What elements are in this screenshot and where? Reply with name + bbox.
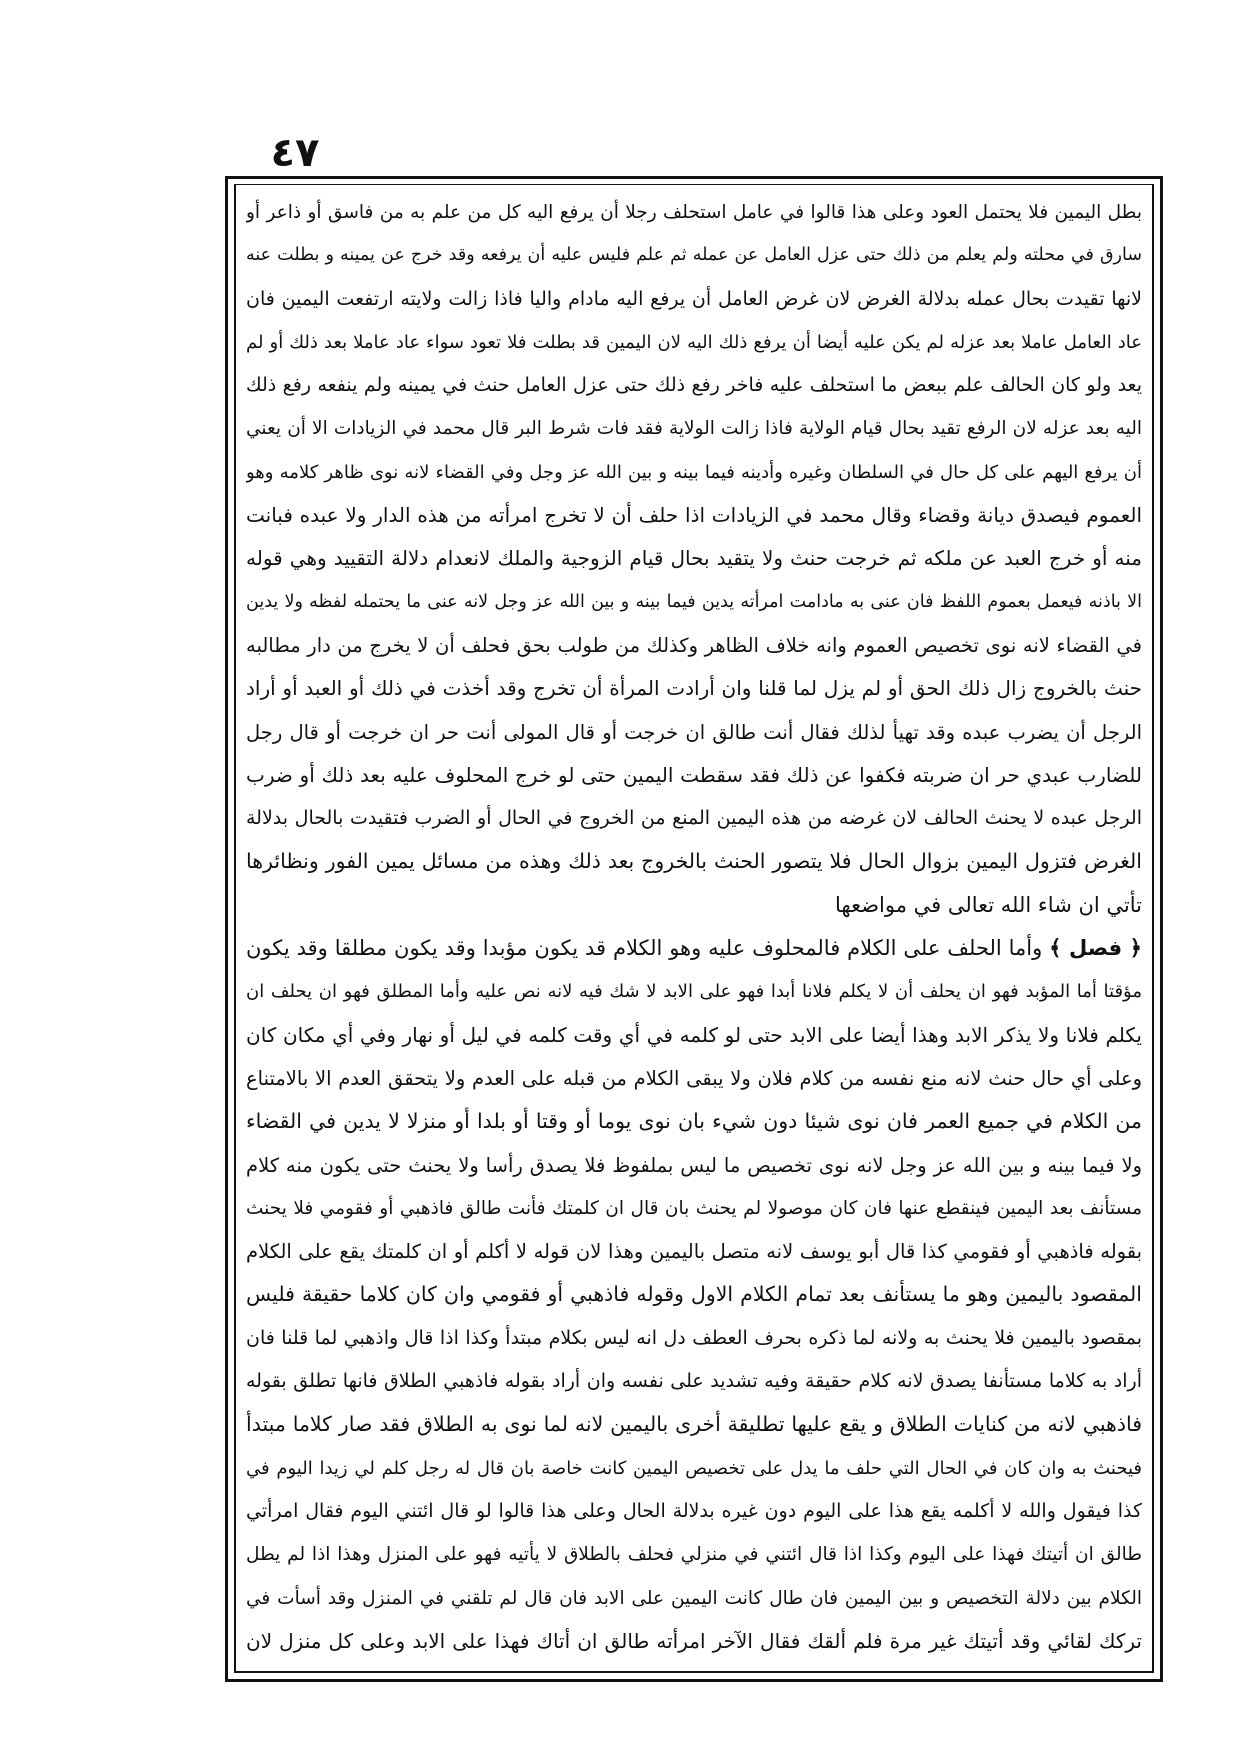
text-line: فيحنث به وان كان في الحال التي حلف ما يدل على تخصيص اليمين كانت خاصة بان قال له رجل كلم لي زيدا اليوم في: [246, 1457, 1142, 1479]
text-line: اليه بعد عزله لان الرفع تقيد بحال قيام الولاية فاذا زالت الولاية فقد فات شرط البر قال محمد في الزيادات الا أن يعني: [246, 418, 1142, 440]
text-line: لانها تقيدت بحال عمله بدلالة الغرض لان غرض العامل أن يرفع اليه مادام واليا فاذا زالت ولايته ارتفعت اليمين فان: [246, 287, 1142, 310]
text-line: سارق في محلته ولم يعلم من ذلك حتى عزل العامل عن عمله ثم علم فليس عليه أن يرفعه وقد خرج عن يمينه و بطلت عنه: [246, 245, 1142, 266]
text-line: يكلم فلانا ولا يذكر الابد وهذا أيضا على الابد حتى لو كلمه في أي وقت كلمه في ليل أو نهار وفي أي مكان كان: [246, 1022, 1142, 1047]
text-line: كذا فيقول والله لا أكلمه يقع هذا على اليوم دون غيره بدلالة الحال وعلى هذا قالوا لو قال ائتني اليوم فقال امرأتي: [246, 1499, 1142, 1522]
text-line: الغرض فتزول اليمين بزوال الحال فلا يتصور الحنث بالخروج بعد ذلك وهذه من مسائل يمين الفور ونظائرها: [246, 849, 1142, 874]
text-line: بقوله فاذهبي أو فقومي كذا قال أبو يوسف لانه متصل باليمين وهذا لان قوله لا أكلم أو ان كلمتك يقع على الكلام: [246, 1240, 1142, 1264]
page-number: ٤٧: [270, 130, 320, 176]
text-line: يعد ولو كان الحالف علم ببعض ما استحلف عليه فاخر رفع ذلك حتى عزل العامل حنث في يمينه ولم ينفعه رفع ذلك: [246, 374, 1142, 397]
text-line: الا باذنه فيعمل بعموم اللفظ فان عنى به مادامت امرأته يدين فيما بينه و بين الله عز وجل لانه عنى ما يحتمله لفظه ولا يدين: [246, 591, 1142, 612]
section-line: [246, 927, 1142, 970]
text-line: الكلام بين دلالة التخصيص و بين اليمين فان طال كانت اليمين على الابد فان قال لم تلقني في المنزل وقد أسأت في: [246, 1587, 1142, 1609]
text-line: من الكلام في جميع العمر فان نوى شيئا دون شيء بان نوى يوما أو وقتا أو بلدا أو منزلا لا يدين في القضاء: [246, 1109, 1142, 1134]
text-frame-inner: [234, 184, 1154, 1673]
text-line: تأتي ان شاء الله تعالى في مواضعها: [834, 892, 1142, 917]
text-line: العموم فيصدق ديانة وقضاء وقال محمد في الزيادات اذا حلف أن لا تخرج امرأته من هذه الدار ولا عبده فبانت: [246, 503, 1142, 528]
text-line: طالق ان أتيتك فهذا على اليوم وكذا اذا قال ائتني في منزلي فحلف بالطلاق لا يأتيه فهو على المنزل وهذا اذا لم يطل: [246, 1544, 1142, 1566]
text-line: وعلى أي حال حنث لانه منع نفسه من كلام فلان ولا يبقى الكلام من قبله على العدم ولا يتحقق العدم الا بالامتناع: [246, 1066, 1142, 1090]
text-line: في القضاء لانه نوى تخصيص العموم وانه خلاف الظاهر وكذلك من طولب بحق فحلف أن لا يخرج من دار مطالبه: [246, 633, 1142, 657]
section-line-text: وأما الحلف على الكلام فالمحلوف عليه وهو الكلام قد يكون مؤبدا وقد يكون مطلقا وقد يكون: [246, 936, 1043, 961]
text-line: فاذهبي لانه من كنايات الطلاق و يقع عليها تطليقة أخرى باليمين لانه لما نوى به الطلاق فقد صار كلاما مبتدأ: [246, 1412, 1142, 1437]
body-text: [246, 191, 1142, 1663]
section-heading: ﴿ فصل ﴾: [1049, 936, 1142, 961]
text-line: أن يرفع اليهم على كل حال في السلطان وغيره وأدينه فيما بينه و بين الله عز وجل وفي القضاء لانه نوى ظاهر كلامه وهو: [246, 461, 1142, 483]
text-line: تركك لقائي وقد أتيتك غير مرة فلم ألقك فقال الآخر امرأته طالق ان أتاك فهذا على الابد وعلى كل منزل لان: [246, 1628, 1142, 1653]
text-line: الرجل عبده لا يحنث الحالف لان غرضه من هذه اليمين المنع من الخروج في الحال أو الضرب فتقيدت بالحال بدلالة: [246, 807, 1142, 830]
text-line: مستأنف بعد اليمين فينقطع عنها فان كان موصولا لم يحنث بان قال ان كلمتك فأنت طالق فاذهبي أو فقومي فلا يحنث: [246, 1197, 1142, 1219]
text-line: ولا فيما بينه و بين الله عز وجل لانه نوى تخصيص ما ليس بملفوظ فلا يصدق رأسا ولا يحنث حتى يكون منه كلام: [246, 1153, 1142, 1177]
text-line: للضارب عبدي حر ان ضربته فكفوا عن ذلك فقد سقطت اليمين حتى لو خرج المحلوف عليه بعد ذلك أو ضرب: [246, 762, 1142, 787]
text-line: بطل اليمين فلا يحتمل العود وعلى هذا قالوا في عامل استحلف رجلا أن يرفع اليه كل من علم به من فاسق أو ذاعر أو: [246, 202, 1142, 223]
text-line: منه أو خرج العبد عن ملكه ثم خرجت حنث ولا يتقيد بحال قيام الزوجية والملك لانعدام دلالة التقييد وهي قوله: [246, 546, 1142, 571]
text-line: الرجل أن يضرب عبده وقد تهيأ لذلك فقال أنت طالق ان خرجت أو قال المولى أنت حر ان خرجت أو قال رجل: [246, 720, 1142, 744]
text-line: المقصود باليمين وهو ما يستأنف بعد تمام الكلام الاول وقوله فاذهبي أو فقومي وان كان كلاما حقيقة فليس: [246, 1282, 1142, 1307]
text-frame: [225, 176, 1163, 1682]
text-line: حنث بالخروج زال ذلك الحق أو لم يزل لما قلنا وان أرادت المرأة أن تخرج وقد أخذت في ذلك أو العبد أو أراد: [246, 676, 1142, 701]
text-line: مؤقتا أما المؤبد فهو ان يحلف أن لا يكلم فلانا أبدا فهو على الابد لا شك فيه لانه نص عليه وأما المطلق فهو ان يحلف ان: [246, 981, 1142, 1003]
text-line: بمقصود باليمين فلا يحنث به ولانه لما ذكره بحرف العطف دل انه ليس بكلام مبتدأ وكذا اذا قال واذهبي لما قلنا فان: [246, 1326, 1142, 1349]
text-line: أراد به كلاما مستأنفا يصدق لانه كلام حقيقة وفيه تشديد على نفسه وان أراد بقوله فاذهبي الطلاق فانها تطلق بقوله: [246, 1370, 1142, 1393]
text-line: عاد العامل عاملا بعد عزله لم يكن عليه أيضا أن يرفع ذلك اليه لان اليمين قد بطلت فلا تعود سواء عاد عاملا بعد ذلك أو لم: [246, 331, 1142, 353]
